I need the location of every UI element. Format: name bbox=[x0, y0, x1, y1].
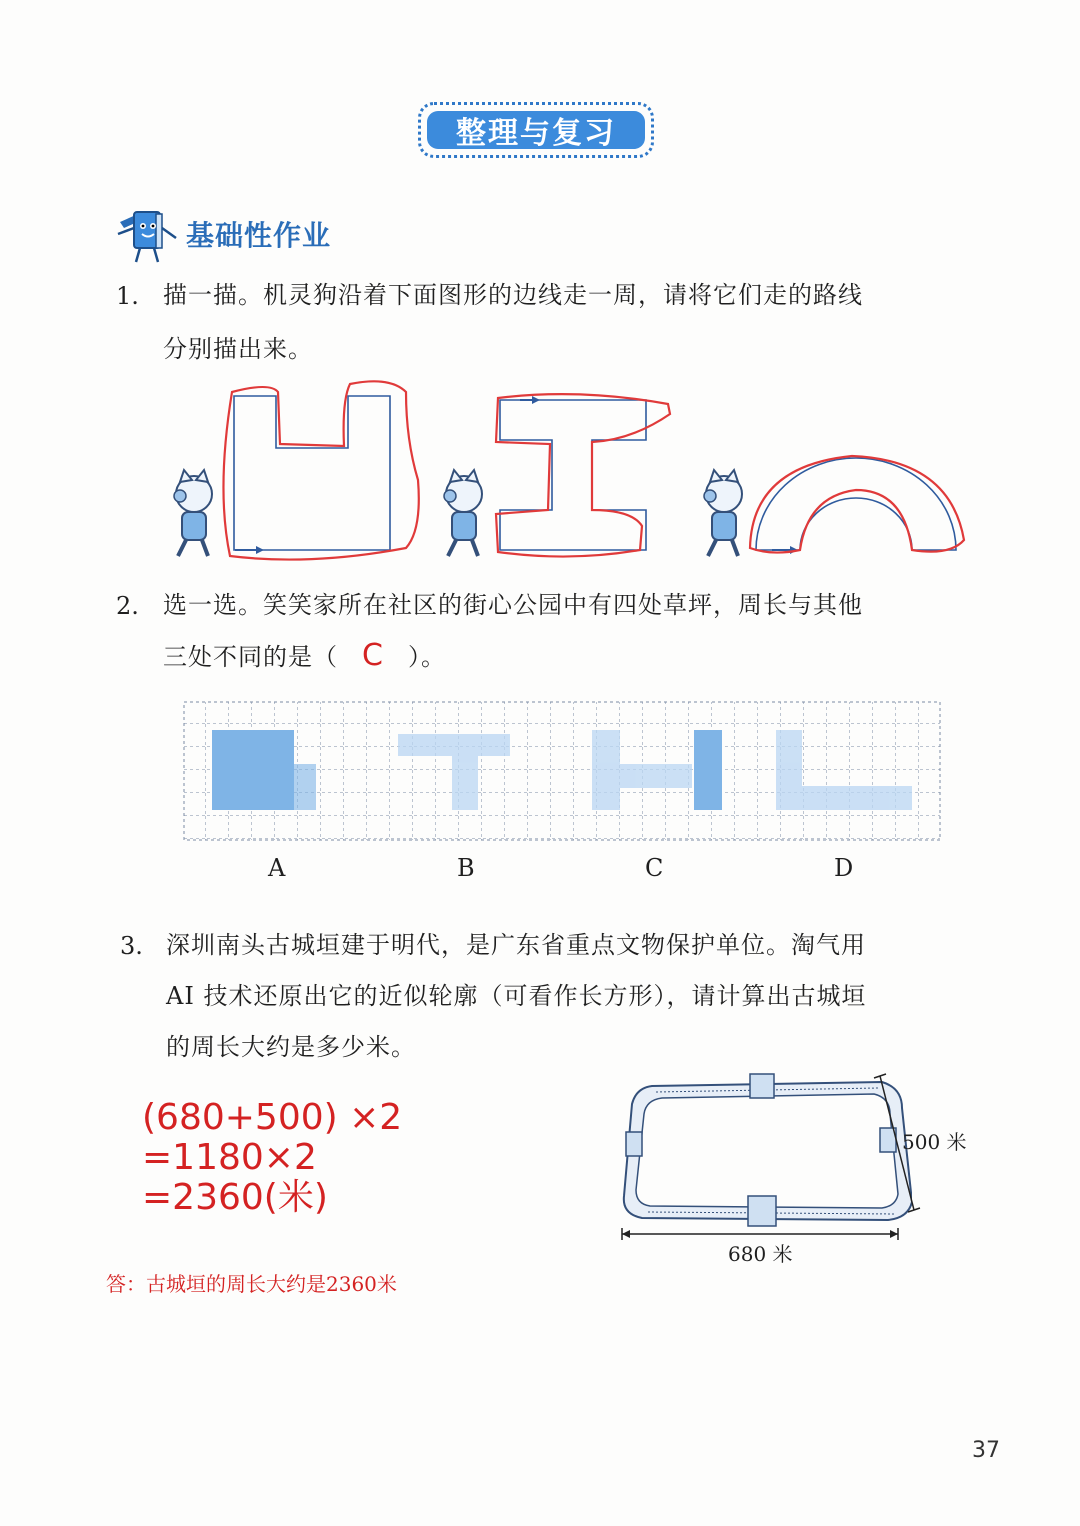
q3-work-line3: =2360(米) bbox=[142, 1177, 328, 1218]
i-shape-figure bbox=[496, 394, 670, 556]
q2-text-line2 bbox=[163, 638, 446, 673]
option-d-label: D bbox=[834, 854, 854, 882]
q1-figures bbox=[160, 370, 980, 570]
q2-suffix: ）。 bbox=[407, 643, 446, 671]
q3-text-line1: 深圳南头古城垣建于明代，是广东省重点文物保护单位。淘气用 bbox=[166, 931, 866, 959]
q3-work-line1: (680+500) ×2 bbox=[142, 1097, 403, 1138]
q3-answer-sentence: 答：古城垣的周长大约是2360米 bbox=[106, 1272, 397, 1296]
q3-work bbox=[142, 1098, 402, 1218]
q1-number: 1. bbox=[116, 282, 139, 310]
width-label: 680 米 bbox=[728, 1242, 793, 1266]
lawn-c-bar bbox=[694, 730, 722, 810]
q3-text-line2: AI 技术还原出它的近似轮廓（可看作长方形），请计算出古城垣 bbox=[166, 982, 867, 1010]
q3-work-line2: =1180×2 bbox=[142, 1137, 317, 1178]
q3-text-line3: 的周长大约是多少米。 bbox=[166, 1033, 416, 1061]
chapter-badge bbox=[418, 102, 654, 158]
section-title: 基础性作业 bbox=[186, 219, 332, 252]
q2-prefix: 三处不同的是（ bbox=[163, 643, 338, 671]
q1-text-line2: 分别描出来。 bbox=[163, 335, 313, 363]
dog-mascot-icon bbox=[704, 470, 742, 556]
option-a-label: A bbox=[268, 854, 286, 882]
option-b-label: B bbox=[457, 854, 475, 882]
q3-number: 3. bbox=[120, 932, 143, 960]
chapter-title: 整理与复习 bbox=[427, 111, 645, 149]
dog-mascot-icon bbox=[174, 470, 212, 556]
option-c-label: C bbox=[645, 854, 664, 882]
page-number: 37 bbox=[972, 1438, 1000, 1463]
book-mascot-icon bbox=[112, 204, 182, 268]
dog-mascot-icon bbox=[444, 470, 482, 556]
u-shape-figure bbox=[223, 381, 418, 559]
height-label: 500 米 bbox=[902, 1130, 967, 1154]
q2-number: 2. bbox=[116, 592, 139, 620]
q1-text-line1: 描一描。机灵狗沿着下面图形的边线走一周，请将它们走的路线 bbox=[163, 281, 863, 309]
arch-figure bbox=[750, 456, 964, 554]
lawn-grid bbox=[182, 700, 942, 842]
q2-text-line1: 选一选。笑笑家所在社区的街心公园中有四处草坪，周长与其他 bbox=[163, 591, 863, 619]
q2-handwritten-answer: C bbox=[362, 638, 384, 673]
